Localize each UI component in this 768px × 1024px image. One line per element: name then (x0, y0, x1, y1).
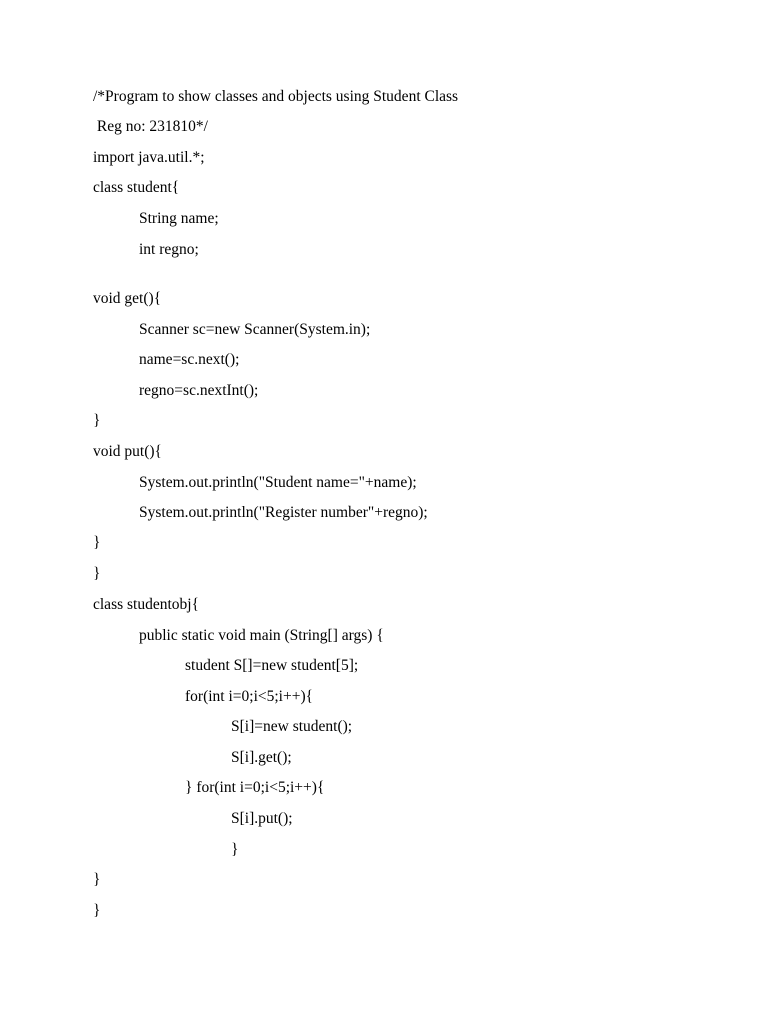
method-put-line: void put(){ (93, 443, 163, 460)
close-main-line: } (93, 871, 101, 888)
for-loop-2-line: } for(int i=0;i<5;i++){ (185, 779, 325, 796)
class-student-line: class student{ (93, 179, 180, 196)
comment-line-2: Reg no: 231810*/ (93, 118, 208, 135)
comment-line-1: /*Program to show classes and objects using Student Class (93, 88, 459, 105)
field-regno-line: int regno; (139, 241, 199, 258)
close-put-line: } (93, 534, 101, 551)
new-student-line: S[i]=new student(); (231, 718, 353, 735)
call-put-line: S[i].put(); (231, 810, 293, 827)
close-get-line: } (93, 412, 101, 429)
method-get-line: void get(){ (93, 290, 162, 307)
class-studentobj-line: class studentobj{ (93, 596, 200, 613)
for-loop-1-line: for(int i=0;i<5;i++){ (185, 688, 314, 705)
scanner-line: Scanner sc=new Scanner(System.in); (139, 321, 371, 338)
main-method-line: public static void main (String[] args) { (139, 627, 384, 644)
close-studentobj-line: } (93, 902, 101, 919)
array-decl-line: student S[]=new student[5]; (185, 657, 359, 674)
read-regno-line: regno=sc.nextInt(); (139, 382, 259, 399)
field-name-line: String name; (139, 210, 219, 227)
close-student-line: } (93, 565, 101, 582)
read-name-line: name=sc.next(); (139, 351, 240, 368)
close-loop-line: } (231, 841, 239, 858)
print-regno-line: System.out.println("Register number"+regno); (139, 504, 428, 521)
import-line: import java.util.*; (93, 149, 205, 166)
print-name-line: System.out.println("Student name="+name); (139, 474, 417, 491)
call-get-line: S[i].get(); (231, 749, 292, 766)
